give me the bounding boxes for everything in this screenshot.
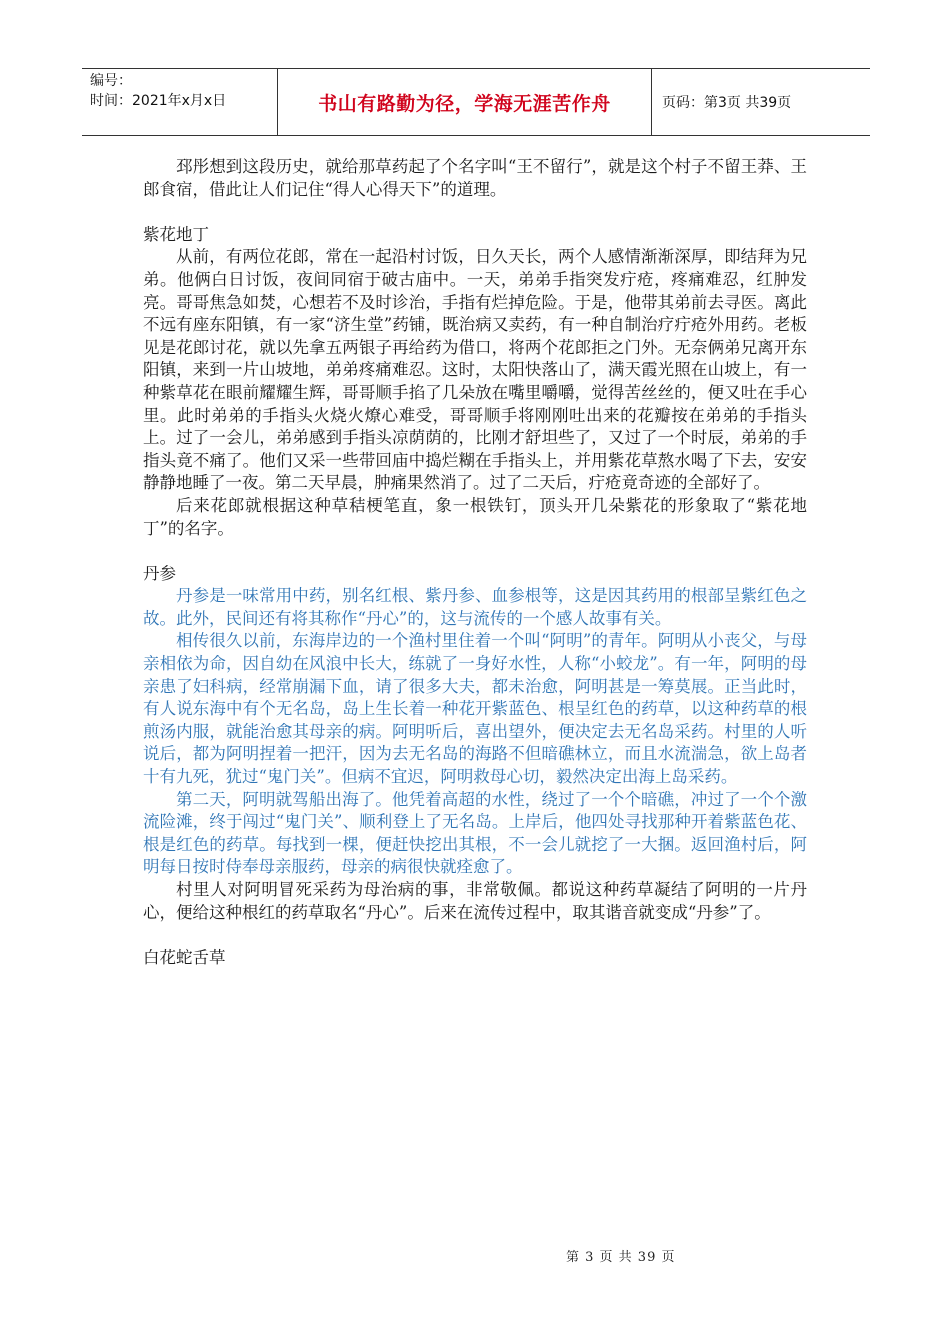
paragraph-blue: 相传很久以前，东海岸边的一个渔村里住着一个叫“阿明”的青年。阿明从小丧父，与母亲相依为命，因自幼在风浪中长大，练就了一身好水性，人称“小蛟龙”。有一年，阿明的母亲患了妇科病，经常崩漏下血，请了很多大夫，都未治愈，阿明甚是一筹莫展。正当此时，有人说东海中有个无名岛，岛上生长着一种花开紫蓝色、根呈红色的药草，以这种药草的根煎汤内服，就能治愈其母亲的病。阿明听后，喜出望外，便决定去无名岛采药。村里的人听说后，都为阿明捏着一把汗，因为去无名岛的海路不但暗礁林立，而且水流湍急，欲上岛者十有九死，犹过“鬼门关”。但病不宜迟，阿明救母心切，毅然决定出海上岛采药。: [143, 631, 807, 787]
paragraph: 从前，有两位花郎，常在一起沿村讨饭，日久天长，两个人感情渐渐深厚，即结拜为兄弟。他俩白日讨饭，夜间同宿于破古庙中。一天，弟弟手指突发疔疮，疼痛难忍，红肿发亮。哥哥焦急如焚，心想若不及时诊治，手指有烂掉危险。于是，他带其弟前去寻医。离此不远有座东阳镇，有一家“济生堂”药铺，既治病又卖药，有一种自制治疗疔疮外用药。老板见是花郎讨花，就以先拿五两银子再给药为借口，将两个花郎拒之门外。无奈俩弟兄离开东阳镇，来到一片山坡地，弟弟疼痛难忍。这时，太阳快落山了，满天霞光照在山坡上，有一种紫草花在眼前耀耀生辉，哥哥顺手掐了几朵放在嘴里嚼嚼，觉得苦丝丝的，便又吐在手心里。此时弟弟的手指头火烧火燎心难受，哥哥顺手将刚刚吐出来的花瓣按在弟弟的手指头上。过了一会儿，弟弟感到手指头凉荫荫的，比刚才舒坦些了，又过了一个时辰，弟弟的手指头竟不痛了。他们又采一些带回庙中捣烂糊在手指头上，并用紫花草熬水喝了下去，安安静静地睡了一夜。第二天早晨，肿痛果然消了。过了二天后，疔疮竟奇迹的全部好了。: [143, 247, 807, 493]
header-page-info: 页码：第3页 共39页: [662, 95, 792, 111]
page-header: [82, 68, 870, 136]
header-motto: 书山有路勤为径，学海无涯苦作舟: [278, 69, 652, 135]
blank-line: [143, 924, 807, 947]
page-footer: 第 3 页 共 39 页: [566, 1250, 676, 1265]
paragraph-blue: 第二天，阿明就驾船出海了。他凭着高超的水性，绕过了一个个暗礁，冲过了一个个激流险滩，终于闯过“鬼门关”、顺利登上了无名岛。上岸后，他四处寻找那种开着紫蓝色花、根是红色的药草。每找到一棵，便赶快挖出其根，不一会儿就挖了一大捆。返回渔村后，阿明每日按时侍奉母亲服药，母亲的病很快就痊愈了。: [143, 789, 807, 877]
document-body: [143, 156, 807, 969]
section-heading-baihuasheshecao: 白花蛇舌草: [143, 947, 226, 967]
blank-line: [143, 540, 807, 563]
date-label: 时间：2021年x月x日: [90, 93, 227, 109]
paragraph-blue: 丹参是一味常用中药，别名红根、紫丹参、血参根等，这是因其药用的根部呈紫红色之故。此外，民间还有将其称作“丹心”的，这与流传的一个感人故事有关。: [143, 586, 807, 628]
section-heading-zihuadiding: 紫花地丁: [143, 224, 209, 244]
serial-label: 编号：: [90, 73, 132, 89]
paragraph: 邳彤想到这段历史，就给那草药起了个名字叫“王不留行”，就是这个村子不留王莽、王郎食宿，借此让人们记住“得人心得天下”的道理。: [143, 157, 807, 199]
header-meta: [82, 69, 278, 135]
blank-line: [143, 201, 807, 224]
paragraph: 后来花郎就根据这种草秸梗笔直，象一根铁钉，顶头开几朵紫花的形象取了“紫花地丁”的名字。: [143, 495, 807, 538]
section-heading-danshen: 丹参: [143, 563, 176, 583]
paragraph: 村里人对阿明冒死采药为母治病的事，非常敬佩。都说这种药草凝结了阿明的一片丹心，便给这种根红的药草取名“丹心”。后来在流传过程中，取其谐音就变成“丹参”了。: [143, 880, 807, 922]
